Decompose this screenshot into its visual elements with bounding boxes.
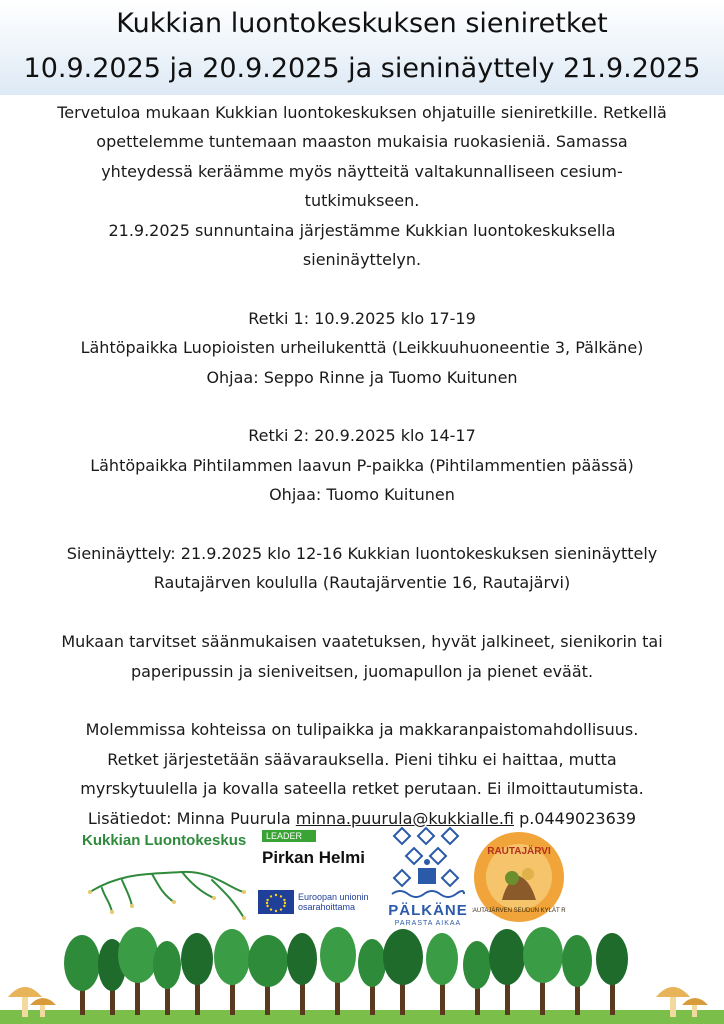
intro-line: yhteydessä keräämme myös näytteitä valtakunnalliseen cesium- xyxy=(101,161,623,181)
exhibition-location: Rautajärven koululla (Rautajärventie 16, Rautajärvi) xyxy=(153,573,571,593)
rautajarvi-badge-icon xyxy=(472,830,566,924)
info-line: Retket järjestetään säävarauksella. Pieni tihku ei haittaa, mutta xyxy=(107,749,617,769)
trip2-time: Retki 2: 20.9.2025 klo 14-17 xyxy=(248,426,476,446)
kukkia-logo xyxy=(82,832,252,927)
email-link[interactable]: minna.puurula@kukkialle.fi xyxy=(295,808,514,828)
page-subtitle-dates: 10.9.2025 ja 20.9.2025 ja sieninäyttely 21.9.2025 xyxy=(23,53,701,84)
rautajarvi-subtitle: RAUTAJÄRVEN SEUDUN KYLÄT RY xyxy=(472,908,566,914)
equipment-line: paperipussin ja sieniveitsen, juomapullon ja pienet eväät. xyxy=(130,661,594,681)
intro-line: 21.9.2025 sunnuntaina järjestämme Kukkian luontokeskuksella xyxy=(108,220,616,240)
palkane-name: PÄLKÄNE xyxy=(388,902,468,919)
eu-logo xyxy=(258,890,388,920)
intro-line: opettelemme tuntemaan maaston mukaisia ruokasieniä. Samassa xyxy=(96,132,628,152)
eu-text-line1: Euroopan unionin xyxy=(298,892,369,902)
intro-line: tutkimukseen. xyxy=(304,191,420,211)
palkane-slogan: PARASTA AIKAA xyxy=(394,920,462,927)
grass-strip xyxy=(0,1010,724,1024)
trip1-guide: Ohjaa: Seppo Rinne ja Tuomo Kuitunen xyxy=(206,367,518,387)
equipment-line: Mukaan tarvitset säänmukaisen vaatetuksen, hyvät jalkineet, sienikorin tai xyxy=(61,632,663,652)
announcement-body xyxy=(0,98,724,833)
eu-text xyxy=(298,892,369,912)
palkane-pattern-icon xyxy=(388,822,468,902)
info-line: Molemmissa kohteissa on tulipaikka ja makkaranpaistomahdollisuus. xyxy=(85,720,639,740)
leader-name: Pirkan Helmi xyxy=(262,848,365,867)
info-line: myrskytuulella ja kovalla sateella retket perutaan. Ei ilmoittautumista. xyxy=(80,779,644,799)
tree-icon xyxy=(64,927,628,1015)
eu-flag-icon xyxy=(258,890,294,914)
page-header xyxy=(0,0,724,95)
leader-logo xyxy=(262,830,387,880)
rautajarvi-logo xyxy=(472,830,566,924)
forest-illustration xyxy=(0,925,724,1024)
rautajarvi-title: RAUTAJÄRVI xyxy=(487,846,551,857)
exhibition-line: Sieninäyttely: 21.9.2025 klo 12-16 Kukkian luontokeskuksen sieninäyttely xyxy=(66,544,658,564)
palkane-logo xyxy=(388,822,468,937)
leader-tag: LEADER xyxy=(262,830,316,842)
trip1-time: Retki 1: 10.9.2025 klo 17-19 xyxy=(248,308,476,328)
phone-number: p.0449023639 xyxy=(513,808,637,828)
page-title: Kukkian luontokeskuksen sieniretket xyxy=(116,8,608,39)
trip2-place: Lähtöpaikka Pihtilammen laavun P-paikka (Pihtilammentien päässä) xyxy=(90,455,634,475)
intro-line: sieninäyttelyn. xyxy=(302,250,422,270)
contact-prefix: Lisätiedot: Minna Puurula xyxy=(87,808,296,828)
intro-line: Tervetuloa mukaan Kukkian luontokeskuksen ohjatuille sieniretkille. Retkellä xyxy=(57,103,667,122)
kukkia-logo-text: Kukkian Luontokeskus xyxy=(82,832,247,849)
roots-icon xyxy=(82,832,252,927)
eu-text-line2: osarahoittama xyxy=(298,902,356,912)
trip1-place: Lähtöpaikka Luopioisten urheilukenttä (Leikkuuhuoneentie 3, Pälkäne) xyxy=(80,338,644,358)
trip2-guide: Ohjaa: Tuomo Kuitunen xyxy=(269,485,455,505)
sponsor-logos xyxy=(0,820,724,940)
